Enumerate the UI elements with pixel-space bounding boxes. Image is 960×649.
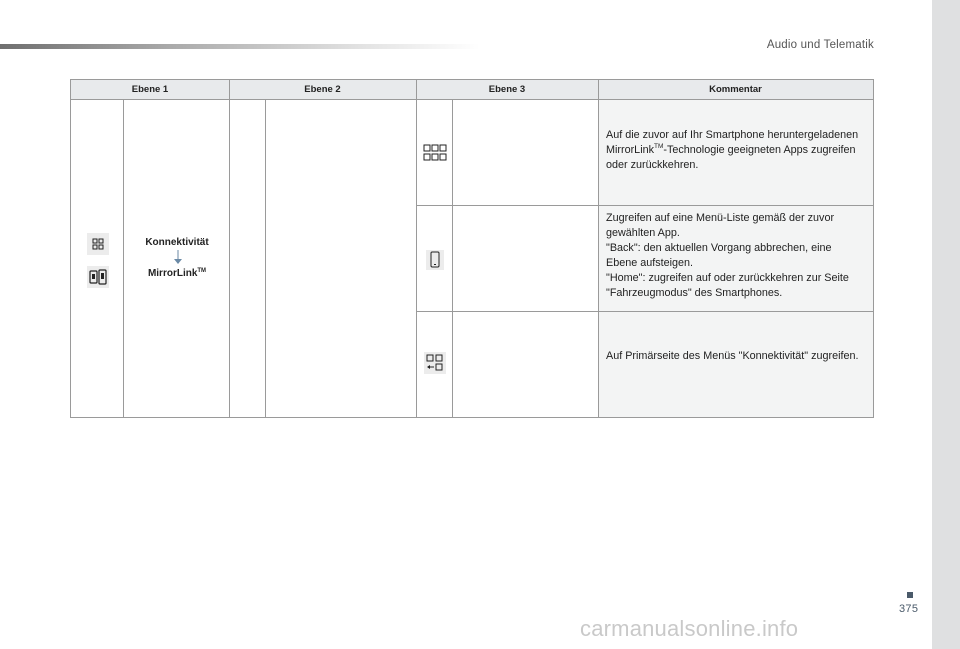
comment-row-2-line-1: Zugreifen auf eine Menü-Liste gemäß der zuvor gewählten App. (606, 212, 835, 239)
grid-line (265, 99, 266, 417)
grid-line (598, 80, 599, 417)
header-gradient-bar (0, 44, 480, 49)
grid-line (123, 99, 124, 417)
grid-line (452, 99, 453, 417)
header-ebene-1: Ebene 1 (131, 84, 169, 95)
header-ebene-2: Ebene 2 (304, 84, 341, 95)
label-mirrorlink: MirrorLink™ (147, 268, 207, 279)
row-separator (416, 311, 873, 312)
page-marker (907, 592, 913, 598)
table-header (71, 80, 873, 100)
side-strip (932, 0, 960, 649)
grid-line (229, 80, 230, 417)
comment-row-2-line-2: "Back": den aktuellen Vorgang abbrechen, eine Ebene aufsteigen. (606, 242, 832, 269)
row-separator (416, 205, 873, 206)
header-ebene-3: Ebene 3 (488, 84, 526, 95)
comment-row-2-line-3: "Home": zugreifen auf oder zurückkehren zur Seite "Fahrzeugmodus" des Smartphones. (606, 272, 849, 299)
page-number: 375 (899, 603, 919, 615)
menu-table (70, 79, 874, 418)
label-konnektivitaet: Konnektivität (145, 237, 209, 248)
grid-line (416, 80, 417, 417)
app-grid-icon (423, 144, 447, 162)
comment-row-3: Auf Primärseite des Menüs "Konnektivität" zugreifen. (606, 350, 859, 362)
header-kommentar: Kommentar (709, 84, 762, 95)
back-to-grid-icon (424, 352, 446, 374)
comment-row-1: Auf die zuvor auf Ihr Smartphone heruntergeladenen MirrorLink™-Technologie geeigneten Apps zugreifen oder zurückkehren. (606, 129, 859, 171)
smartphone-icon (426, 250, 444, 270)
phone-mirror-icon (87, 266, 109, 288)
grid-4-icon (87, 233, 109, 255)
section-title: Audio und Telematik (766, 39, 874, 51)
comment-row-2 (606, 211, 864, 301)
arrow-down-icon (173, 250, 183, 265)
watermark: carmanualsonline.info (580, 616, 799, 641)
